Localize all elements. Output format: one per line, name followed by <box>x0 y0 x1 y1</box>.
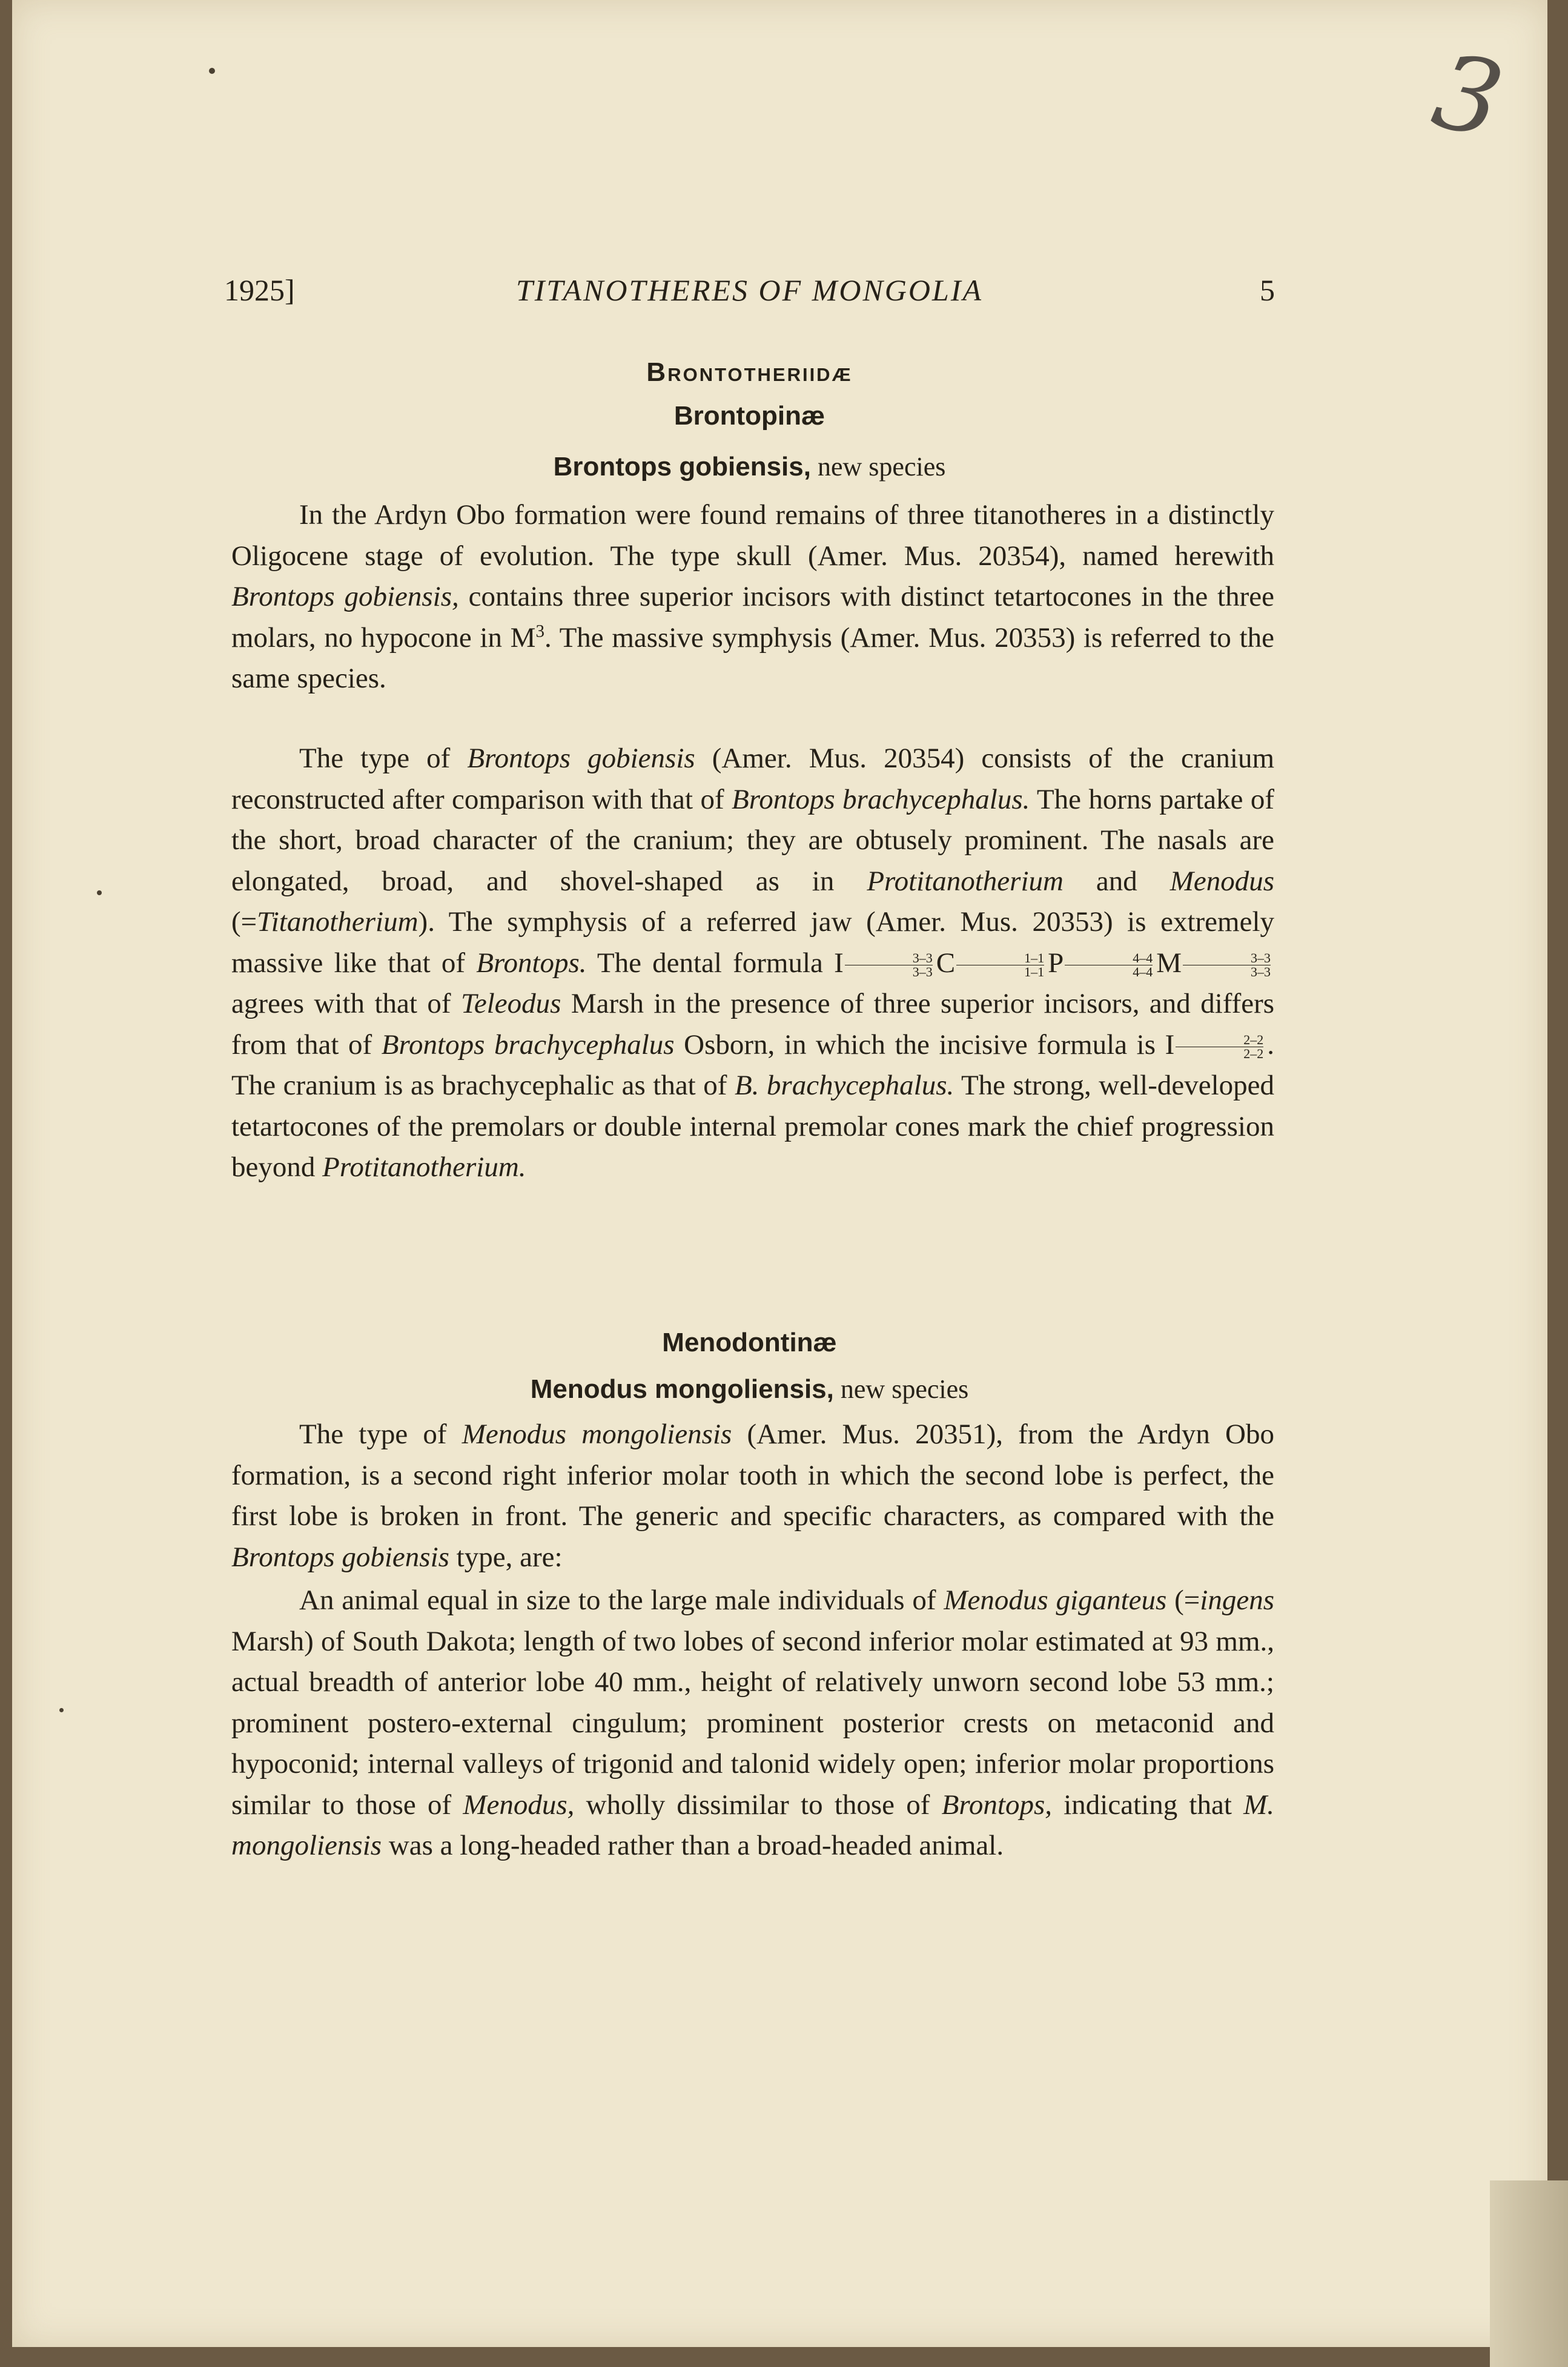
header-title: TITANOTHERES OF MONGOLIA <box>515 273 984 307</box>
page-number: 5 <box>1260 273 1275 307</box>
running-header <box>224 273 1275 315</box>
species-note: new species <box>817 452 946 482</box>
paragraph-type-description: The type of Brontops gobiensis (Amer. Mus. 20354) consists of the cranium reconstructed after comparison with that of Brontops brachycephalus. The horns partake of the short, broad character of the cranium; they are obtusely prominent. The nasals are elongated, broad, and shovel-shaped as in Protitanotherium and Menodus (=Titanotherium). The symphysis of a referred jaw (Amer. Mus. 20353) is extremely massive like that of Brontops. The dental formula I $\frac{3-3}{3-3}$ C $\frac{1-1}{1-1}$ P $\frac{4-4}{4-4}$ M $\frac{3-3}{3-3}$ agrees with that of Teleodus Marsh in the presence of three superior incisors, and differs from that of Brontops brachycephalus Osborn, in which the incisive formula is I $\frac{2-2}{2-2}$ . The cranium is as brachycephalic as that of B. brachycephalus. The strong, well-developed tetartocones of the premolars or double internal premolar cones mark the chief progression beyond Protitanotherium. <box>231 743 1275 1183</box>
species-note: new species <box>840 1374 969 1404</box>
paper-speck <box>209 68 215 74</box>
page-edge-shadow <box>1490 2180 1568 2367</box>
paper-speck <box>59 1708 64 1712</box>
family-heading: Brontotheriidæ <box>646 357 853 387</box>
subfamily-heading-brontopinae: Brontopinæ <box>673 401 825 431</box>
subfamily-heading-menodontinae: Menodontinæ <box>662 1328 837 1357</box>
paragraph-intro: In the Ardyn Obo formation were found remains of three titanotheres in a distinctly Oligocene stage of evolution. The type skull (Amer. Mus. 20354), named herewith Brontops gobiensis, contains three superior incisors with distinct tetartocones in the three molars, no hypocone in $M^3$. The massive symphysis (Amer. Mus. 20353) is referred to the same species. <box>231 499 1274 694</box>
document-page <box>12 0 1547 2347</box>
header-year: 1925] <box>224 273 295 307</box>
species-name: Menodus mongoliensis, <box>530 1374 834 1404</box>
incisive-formula: I $\frac{2-2}{2-2}$ <box>1165 1028 1264 1062</box>
paragraph-menodus-characters: An animal equal in size to the large male individuals of Menodus giganteus (=ingens Marsh) of South Dakota; length of two lobes of second inferior molar estimated at 93 mm., actual breadth of anterior lobe 40 mm., height of relatively unworn second lobe 53 mm.; prominent postero-external cingulum; prominent posterior crests on metaconid and hypoconid; internal valleys of trigonid and talonid widely open; inferior molar proportions similar to those of Menodus, wholly dissimilar to those of Brontops, indicating that M. mongoliensis was a long-headed rather than a broad-headed animal. <box>231 1584 1275 1861</box>
species-name: Brontops gobiensis, <box>553 452 811 482</box>
dental-formula: I $\frac{3-3}{3-3}$ C $\frac{1-1}{1-1}$ P $\frac{4-4}{4-4}$ M $\frac{3-3}{3-3}$ <box>834 947 1271 980</box>
paper-speck <box>97 890 102 895</box>
species-heading-brontops <box>224 451 1275 482</box>
species-heading-menodus <box>224 1374 1275 1405</box>
paragraph-menodus-type: The type of Menodus mongoliensis (Amer. Mus. 20351), from the Ardyn Obo formation, is a second right inferior molar tooth in which the second lobe is perfect, the first lobe is broken in front. The generic and specific characters, as compared with the Brontops gobiensis type, are: <box>231 1419 1274 1573</box>
handwritten-page-mark: 3 <box>1423 30 1513 162</box>
